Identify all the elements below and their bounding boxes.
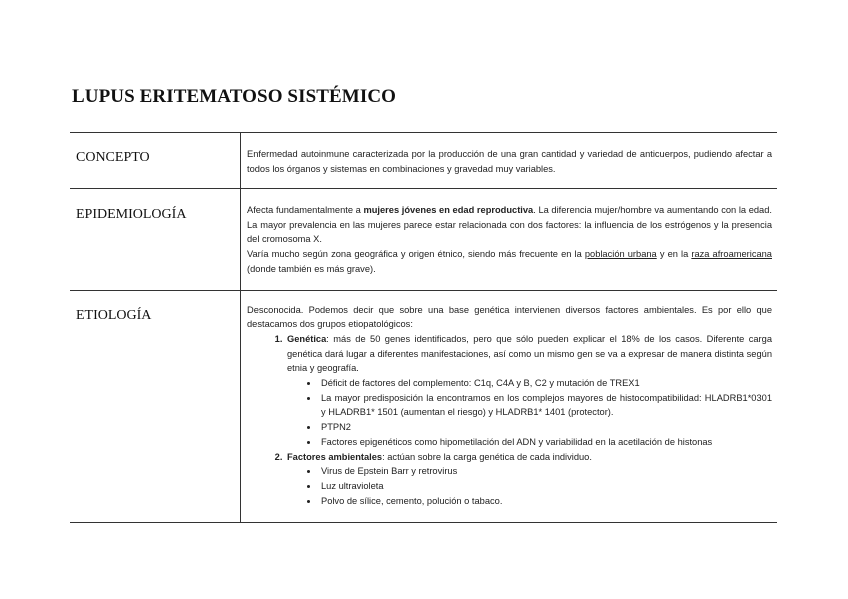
- row-content-concepto: [241, 133, 778, 189]
- epi-underline-raza: raza afroamericana: [691, 249, 772, 260]
- row-concepto: [70, 133, 777, 189]
- row-label-concepto: CONCEPTO: [76, 150, 150, 165]
- page-title: LUPUS ERITEMATOSO SISTÉMICO: [72, 86, 397, 107]
- group-title: Factores ambientales: [287, 451, 383, 462]
- etiologia-intro: Desconocida. Podemos decir que sobre una base genética intervienen diversos factores ambientales. Es por ello que destacamos dos grupos etiopatológicos:: [247, 304, 772, 330]
- group-genetica: [285, 332, 772, 450]
- epi-text-2c: (donde también es más grave).: [247, 263, 376, 274]
- row-content-epidemiologia: [241, 189, 778, 291]
- row-label-epidemiologia: EPIDEMIOLOGÍA: [76, 207, 187, 222]
- row-content-etiologia: [241, 290, 778, 523]
- epi-text-2a: Varía mucho según zona geográfica y origen étnico, siendo más frecuente en la: [247, 249, 585, 260]
- row-label-etiologia: ETIOLOGÍA: [76, 307, 152, 323]
- epi-underline-urbana: población urbana: [584, 249, 657, 260]
- list-item: • Virus de Epstein Barr y retrovirus: [319, 464, 772, 479]
- epi-text-1b: . La diferencia mujer/hombre va aumentando con la edad. La mayor prevalencia en las mujeres parece estar relacionada con dos factores: la influencia de los estrógenos y la presencia del cromosoma X.: [247, 205, 772, 245]
- epidemiologia-paragraph-1: [247, 203, 772, 247]
- epidemiologia-paragraph-2: [247, 247, 772, 276]
- concepto-text: Enfermedad autoinmune caracterizada por la producción de una gran cantidad y variedad de anticuerpos, pudiendo afectar a todos los órganos y sistemas en combinaciones y gravedad muy variables.: [247, 149, 772, 174]
- epi-bold-highlight: mujeres jóvenes en edad reproductiva: [363, 205, 534, 215]
- lupus-table: [70, 132, 777, 523]
- list-item: • PTPN2: [319, 420, 772, 435]
- row-etiologia: [70, 290, 777, 523]
- list-item: • La mayor predisposición la encontramos en los complejos mayores de histocompatibilidad: HLADRB1*0301 y HLADRB1* 1501 (aumentan el riesgo) y HLADRB1* 1401 (protector).: [319, 391, 772, 420]
- etiology-groups-list: [247, 332, 772, 508]
- epi-text-1a: Afecta fundamentalmente a: [247, 205, 364, 215]
- group-ambientales: [285, 450, 772, 509]
- list-item: • Déficit de factores del complemento: C1q, C4A y B, C2 y mutación de TREX1: [319, 376, 772, 391]
- ambientales-items: [287, 464, 772, 508]
- epi-text-2b: y en la: [656, 249, 692, 260]
- group-title: Genética: [287, 333, 327, 344]
- list-item: • Polvo de sílice, cemento, polución o tabaco.: [319, 494, 772, 509]
- list-item: • Luz ultravioleta: [319, 479, 772, 494]
- genetica-items: [287, 376, 772, 450]
- group-description: : más de 50 genes identificados, pero que sólo pueden explicar el 18% de los casos. Diferente carga genética dará lugar a diferentes manifestaciones, así como un mismo gen se va a expresar de manera distinta según etnia y geografía.: [287, 333, 772, 374]
- group-description: : actúan sobre la carga genética de cada individuo.: [382, 451, 592, 462]
- list-item: • Factores epigenéticos como hipometilación del ADN y variabilidad en la acetilación de histonas: [319, 435, 772, 450]
- row-epidemiologia: [70, 189, 777, 291]
